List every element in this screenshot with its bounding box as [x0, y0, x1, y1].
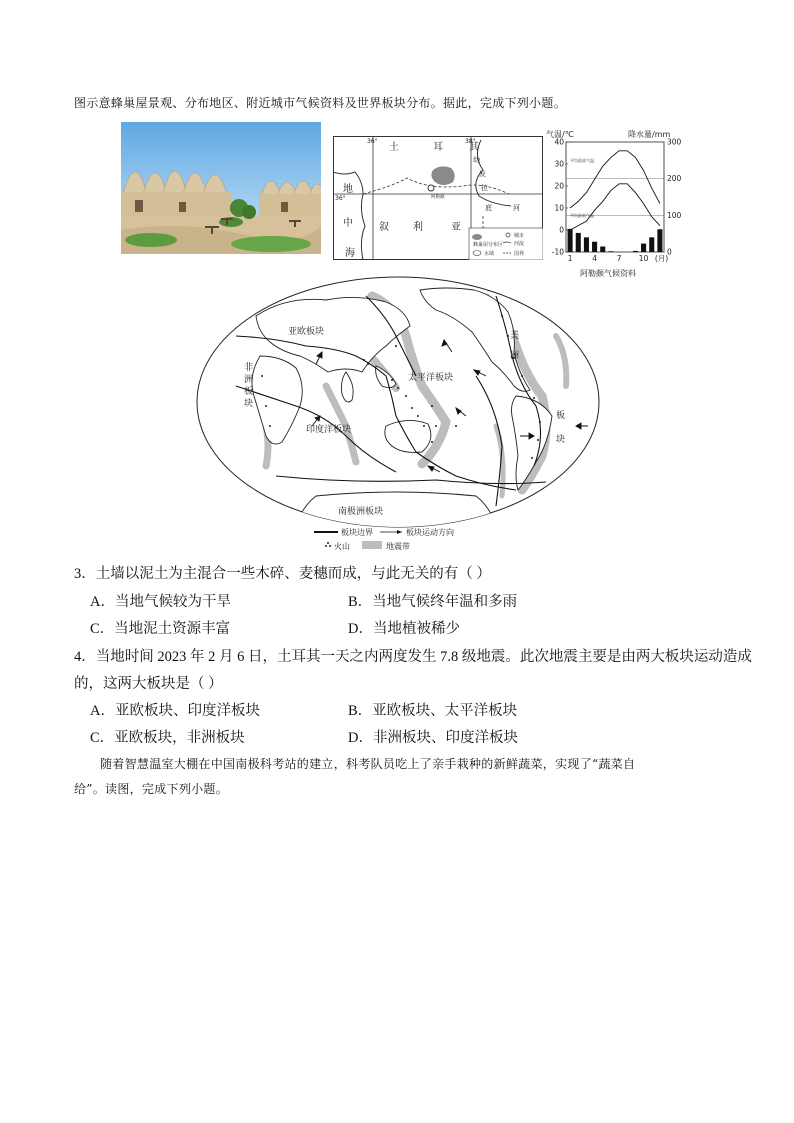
next-intro-line1: 随着智慧温室大棚在中国南极科考站的建立，科考队员吃上了亲手栽种的新鲜蔬菜，实现了“蔬菜自 — [100, 757, 636, 771]
map-char: 幼 — [473, 156, 480, 164]
min-temp-line — [570, 184, 660, 230]
precip-bar — [633, 251, 638, 252]
precip-tick-label: 200 — [667, 174, 682, 184]
precip-bar — [649, 237, 654, 252]
legend-distribution: 蜂巢屋分布区 — [473, 242, 504, 248]
plate-label-american-1: 美 — [510, 331, 520, 341]
legend-quake-belt: 地震带 — [386, 542, 410, 551]
map-char: 中 — [343, 218, 353, 229]
plate-label-eurasian: 亚欧板块 — [288, 327, 325, 337]
lon-36-label: 36° — [367, 138, 378, 145]
lat-36-label: 36° — [335, 195, 346, 202]
legend-volcano: 火山 — [334, 542, 350, 551]
map-char: 河 — [513, 204, 520, 212]
plate-label-pacific: 太平洋板块 — [408, 373, 454, 383]
plate-label-african-4: 块 — [244, 399, 254, 409]
precip-bar — [592, 242, 597, 252]
precip-bar — [641, 244, 646, 252]
map-char: 其 — [469, 142, 479, 153]
q3-option-d[interactable]: D．当地植被稀少 — [348, 621, 460, 637]
legend-waters: 水域 — [484, 251, 495, 257]
legend-river: 河流 — [514, 241, 525, 247]
temp-tick-label: 30 — [554, 159, 564, 169]
world-plate-map — [196, 276, 600, 554]
map-char: 利 — [413, 222, 423, 233]
legend-city: 城市 — [514, 233, 525, 239]
precip-bar — [576, 233, 581, 252]
map-char: 亚 — [451, 222, 461, 233]
map-char: 海 — [345, 248, 355, 259]
precip-bar — [584, 237, 589, 252]
temp-tick-label: 40 — [554, 137, 564, 147]
city-label: 阿勒颇 — [431, 195, 445, 200]
q3-stem: 3．土墙以泥土为主混合一些木碎、麦穗而成，与此无关的有（ ） — [74, 566, 491, 582]
precip-bar — [600, 247, 605, 253]
plate-label-american-2: 洲 — [510, 351, 520, 361]
plate-label-african-3: 板 — [244, 387, 254, 397]
plate-label-antarctic: 南极洲板块 — [338, 507, 384, 517]
q3-option-a[interactable]: A．当地气候较为干旱 — [90, 594, 231, 610]
q4-option-a[interactable]: A．亚欧板块、印度洋板块 — [90, 703, 260, 719]
q4-stem-line1: 4．当地时间 2023 年 2 月 6 日，土耳其一天之内两度发生 7.8 级地震。此次地震主要是由两大板块运动造成 — [74, 649, 752, 665]
month-tick-label: 1 — [567, 254, 573, 263]
q3-option-b[interactable]: B．当地气候终年温和多雨 — [348, 594, 518, 610]
month-tick-label: (月) — [654, 254, 669, 263]
plate-label-african-2: 洲 — [244, 375, 254, 385]
precip-axis-label: 降水量/mm — [628, 130, 671, 139]
legend-motion: 板块运动方向 — [406, 528, 454, 537]
plate-label-american-3: 板 — [556, 411, 566, 421]
plate-label-american-4: 块 — [556, 435, 566, 445]
max-temp-label: 平均最高气温 — [570, 158, 594, 163]
q3-option-c[interactable]: C．当地泥土资源丰富 — [90, 621, 231, 637]
map-char: 发 — [479, 170, 486, 178]
legend-boundary: 板块边界 — [341, 528, 373, 537]
month-tick-label: 4 — [592, 254, 597, 263]
lon-38-label: 38° — [465, 138, 476, 145]
temp-tick-label: -10 — [551, 247, 564, 257]
temp-tick-label: 20 — [554, 181, 564, 191]
map-char: 地 — [343, 184, 353, 195]
next-intro-line2: 给”。读图，完成下列小题。 — [74, 782, 229, 796]
month-tick-label: 7 — [616, 254, 622, 263]
chart-caption: 阿勒颇气候资料 — [580, 269, 636, 278]
region-map — [333, 136, 543, 260]
legend-border: 国界 — [514, 251, 525, 257]
map-char: 底 — [485, 204, 492, 212]
map-char: 耳 — [433, 142, 443, 153]
min-temp-label: 平均最低气温 — [570, 213, 594, 218]
plate-label-indian: 印度洋板块 — [306, 425, 352, 435]
precip-bar — [568, 229, 573, 252]
plate-label-african-1: 非 — [244, 363, 254, 373]
precip-bar — [657, 229, 662, 252]
intro-text: 图示意蜂巢屋景观、分布地区、附近城市气候资料及世界板块分布。据此，完成下列小题。 — [74, 96, 567, 110]
precip-tick-label: 0 — [667, 247, 672, 257]
q4-option-b[interactable]: B．亚欧板块、太平洋板块 — [348, 703, 518, 719]
map-char: 拉 — [481, 184, 488, 192]
temp-tick-label: 10 — [554, 203, 564, 213]
climate-chart — [544, 126, 684, 280]
q4-option-c[interactable]: C．亚欧板块，非洲板块 — [90, 730, 245, 746]
precip-tick-label: 300 — [667, 137, 682, 147]
precip-tick-label: 100 — [667, 210, 682, 220]
q4-option-d[interactable]: D．非洲板块、印度洋板块 — [348, 730, 518, 746]
map-char: 土 — [389, 142, 399, 153]
temp-tick-label: 0 — [559, 225, 564, 235]
beehive-house-photo — [121, 122, 321, 254]
q4-stem-line2: 的，这两大板块是（ ） — [74, 676, 223, 692]
month-tick-label: 10 — [638, 254, 649, 263]
map-char: 叙 — [379, 222, 389, 233]
temp-axis-label: 气温/℃ — [546, 130, 574, 139]
precip-bar — [608, 251, 613, 252]
